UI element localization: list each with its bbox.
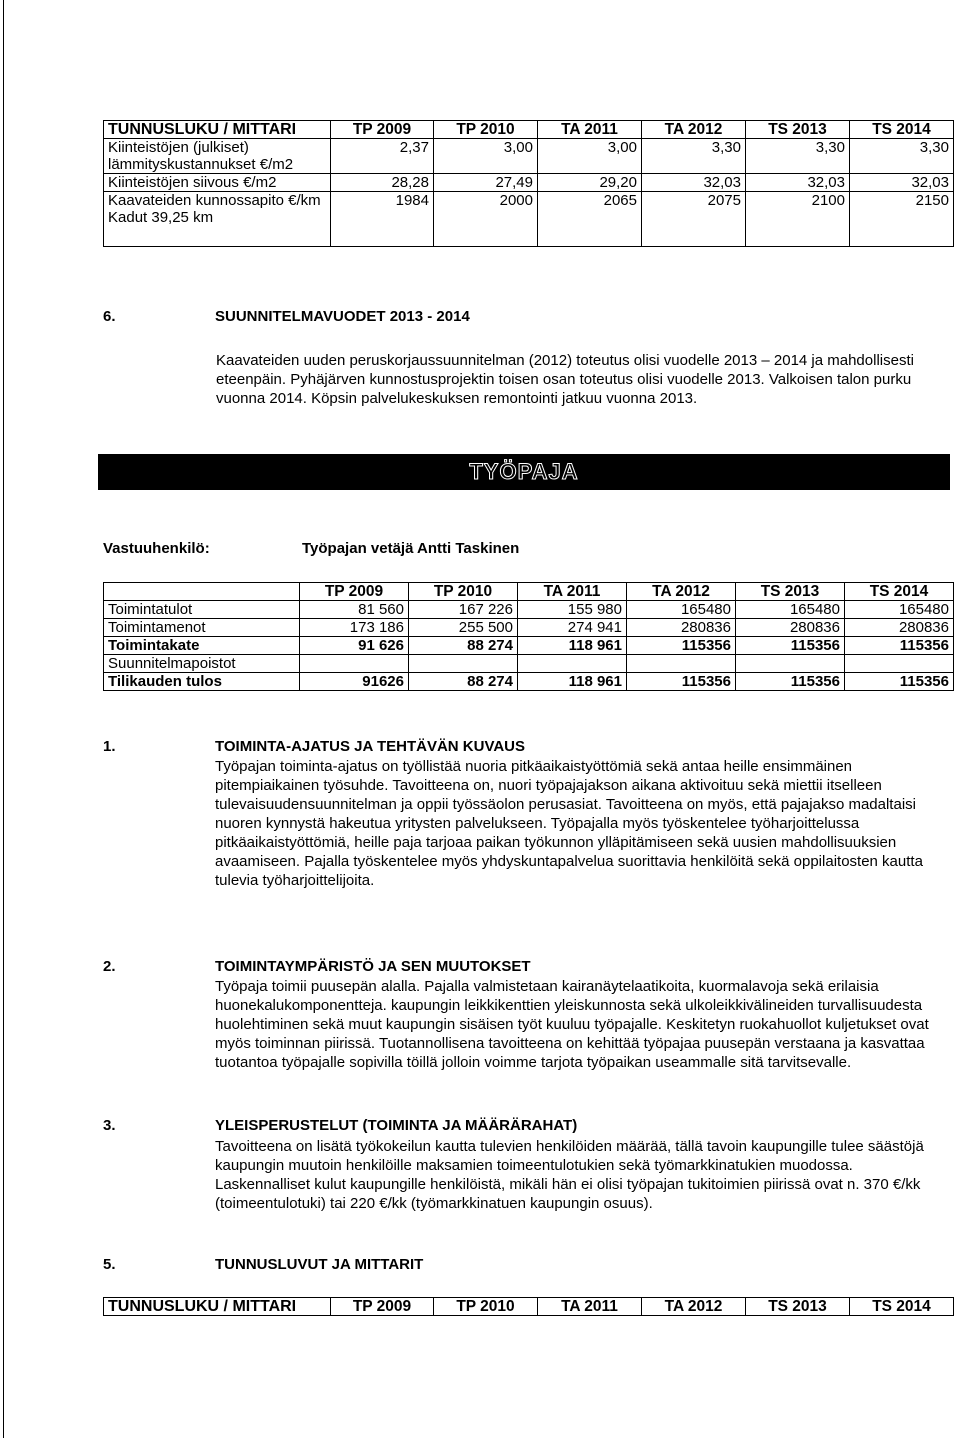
table-row (104, 673, 954, 691)
responsible-label: Vastuuhenkilö: (103, 540, 210, 557)
table-cell: 27,49 (434, 174, 538, 192)
column-header (104, 583, 300, 601)
table-cell: 280836 (845, 619, 954, 637)
column-header: TS 2014 (850, 121, 954, 139)
column-header: TUNNUSLUKU / MITTARI (104, 121, 331, 139)
table-cell: 3,30 (746, 139, 850, 174)
table-cell (518, 655, 627, 673)
table-cell: 32,03 (850, 174, 954, 192)
table-cell: 115356 (845, 673, 954, 691)
table-cell: 115356 (736, 637, 845, 655)
table-cell: 2000 (434, 192, 538, 247)
table-cell: 88 274 (409, 673, 518, 691)
table-row (104, 637, 954, 655)
table-cell (845, 655, 954, 673)
table-cell: 91626 (300, 673, 409, 691)
table-row (104, 601, 954, 619)
table-cell: 3,00 (538, 139, 642, 174)
kpi-table-top (103, 120, 954, 247)
column-header: TA 2012 (627, 583, 736, 601)
page-edge-line (3, 0, 4, 1438)
table-cell: 118 961 (518, 637, 627, 655)
row-label: Tilikauden tulos (104, 673, 300, 691)
table-cell: 32,03 (746, 174, 850, 192)
table-cell (409, 655, 518, 673)
table-cell: 2065 (538, 192, 642, 247)
table-cell: 173 186 (300, 619, 409, 637)
row-label: Suunnitelmapoistot (104, 655, 300, 673)
table-cell: 115356 (627, 673, 736, 691)
table-cell: 255 500 (409, 619, 518, 637)
table-cell (627, 655, 736, 673)
column-header: TA 2012 (642, 1298, 746, 1316)
table-cell (300, 655, 409, 673)
table-cell: 91 626 (300, 637, 409, 655)
column-header: TP 2010 (409, 583, 518, 601)
table-cell: 165480 (627, 601, 736, 619)
table-cell: 88 274 (409, 637, 518, 655)
table-cell: 118 961 (518, 673, 627, 691)
section-number: 5. (103, 1256, 116, 1273)
table-cell: 2075 (642, 192, 746, 247)
column-header: TS 2014 (845, 583, 954, 601)
table-cell: 165480 (845, 601, 954, 619)
row-label: Kaavateiden kunnossapito €/km Kadut 39,25 km (104, 192, 331, 247)
table-cell: 2100 (746, 192, 850, 247)
table-cell: 165480 (736, 601, 845, 619)
section-heading: TOIMINTAYMPÄRISTÖ JA SEN MUUTOKSET (215, 958, 531, 975)
table-cell: 115356 (736, 673, 845, 691)
table-cell: 115356 (845, 637, 954, 655)
table-cell: 3,00 (434, 139, 538, 174)
kpi-table-bottom (103, 1297, 954, 1316)
table-row (104, 174, 954, 192)
column-header: TS 2014 (850, 1298, 954, 1316)
column-header: TA 2011 (538, 1298, 642, 1316)
table-cell: 32,03 (642, 174, 746, 192)
column-header: TUNNUSLUKU / MITTARI (104, 1298, 331, 1316)
table-header-row (104, 121, 954, 139)
section-number: 1. (103, 738, 116, 755)
table-row (104, 655, 954, 673)
table-cell: 115356 (627, 637, 736, 655)
section-number: 3. (103, 1117, 116, 1134)
column-header: TA 2011 (538, 121, 642, 139)
column-header: TS 2013 (736, 583, 845, 601)
table-cell: 29,20 (538, 174, 642, 192)
responsible-name: Työpajan vetäjä Antti Taskinen (302, 540, 520, 557)
section-paragraph: Kaavateiden uuden peruskorjaussuunnitelman (2012) toteutus olisi vuodelle 2013 – 2014 ja mahdollisesti eteenpäin. Pyhäjärven kunnostusprojektin toisen osan toteutus olisi vuodelle 2013. Valkoisen talon purku vuonna 2014. Köpsin palvelukeskuksen remontointi jatkuu vuonna 2013. (216, 352, 914, 407)
table-cell: 81 560 (300, 601, 409, 619)
table-cell: 3,30 (642, 139, 746, 174)
row-label: Toimintamenot (104, 619, 300, 637)
table-cell: 2150 (850, 192, 954, 247)
table-cell: 167 226 (409, 601, 518, 619)
column-header: TS 2013 (746, 121, 850, 139)
table-cell: 155 980 (518, 601, 627, 619)
table-cell: 280836 (627, 619, 736, 637)
section-heading: SUUNNITELMAVUODET 2013 - 2014 (215, 308, 470, 325)
table-row (104, 139, 954, 174)
table-cell: 280836 (736, 619, 845, 637)
column-header: TP 2009 (331, 1298, 434, 1316)
table-cell: 274 941 (518, 619, 627, 637)
column-header: TS 2013 (746, 1298, 850, 1316)
table-header-row (104, 583, 954, 601)
section-number: 2. (103, 958, 116, 975)
table-cell (736, 655, 845, 673)
row-label: Toimintatulot (104, 601, 300, 619)
column-header: TP 2010 (434, 1298, 538, 1316)
table-cell: 2,37 (331, 139, 434, 174)
column-header: TP 2009 (300, 583, 409, 601)
table-cell: 1984 (331, 192, 434, 247)
table-cell: 28,28 (331, 174, 434, 192)
table-row (104, 619, 954, 637)
row-label: Kiinteistöjen (julkiset) lämmityskustannukset €/m2 (104, 139, 331, 174)
section-heading: TUNNUSLUVUT JA MITTARIT (215, 1256, 424, 1273)
section-paragraph: Työpajan toiminta-ajatus on työllistää nuoria pitkäaikaistyöttömiä sekä antaa heille ensimmäinen pitempiaikainen työsuhde. Tavoitteena on, nuori työpajajakson aikana aktivoituu sekä miettii itselleen tulevaisuudensuunnitelman ja oppii työssäolon perusasiat. Tavoitteena on myös, että pajajakso madaltaisi nuoren kynnystä hakeutua yritysten palvelukseen. Työpajalla myös työskentelee työharjoittelussa pitkäaikaistyöttömiä, heille paja tarjoaa paikan työkunnon ylläpitämiseen sekä uusien mahdollisuuksien avaamiseen. Pajalla työskentelee myös yhdyskuntapalvelua suorittavia henkilöitä sekä oppilaitosten kautta tulevia työharjoittelijoita. (215, 758, 923, 889)
table-header-row (104, 1298, 954, 1316)
table-cell: 3,30 (850, 139, 954, 174)
finance-table (103, 582, 954, 691)
column-header: TA 2012 (642, 121, 746, 139)
row-label: Kiinteistöjen siivous €/m2 (104, 174, 331, 192)
section-paragraph: Työpaja toimii puusepän alalla. Pajalla valmistetaan kairanäytelaatikoita, kuormalavoja sekä erilaisia huonekalukomponentteja. kaupungin leikkikenttien yleiskunnosta sekä ulkoleikkivälineiden turvallisuudesta huolehtiminen sekä muut kaupungin sisäisen työt kuuluu työpajalle. Keskitetyn ruokahuollot kuljetukset ovat myös toiminnan piirissä. Tuotannollisena tavoitteena on kehittää työpajaa puusepän verstaana ja kasvattaa tuotantoa työpajalle sopivilla töillä jolloin voimme tarjota työpaikan useammalle sitä tarvitsevalle. (215, 978, 929, 1071)
banner-title: TYÖPAJA (469, 459, 579, 484)
section-heading: TOIMINTA-AJATUS JA TEHTÄVÄN KUVAUS (215, 738, 526, 755)
section-banner (98, 454, 950, 490)
section-heading: YLEISPERUSTELUT (TOIMINTA JA MÄÄRÄRAHAT) (215, 1117, 578, 1134)
column-header: TA 2011 (518, 583, 627, 601)
section-number: 6. (103, 308, 116, 325)
row-label: Toimintakate (104, 637, 300, 655)
table-row (104, 192, 954, 247)
section-paragraph: Tavoitteena on lisätä työkokeilun kautta tulevien henkilöiden määrää, tällä tavoin kaupungille tulee säästöjä kaupungin muutoin henkilöille maksamien toimeentulotukien sekä työmarkkinatukien muodossa. Laskennalliset kulut kaupungille henkilöistä, mikäli hän ei olisi työpajan tukitoimien piirissä ovat n. 370 €/kk (toimeentulotuki) tai 220 €/kk (työmarkkinatuen kaupungin osuus). (215, 1138, 924, 1212)
column-header: TP 2009 (331, 121, 434, 139)
column-header: TP 2010 (434, 121, 538, 139)
